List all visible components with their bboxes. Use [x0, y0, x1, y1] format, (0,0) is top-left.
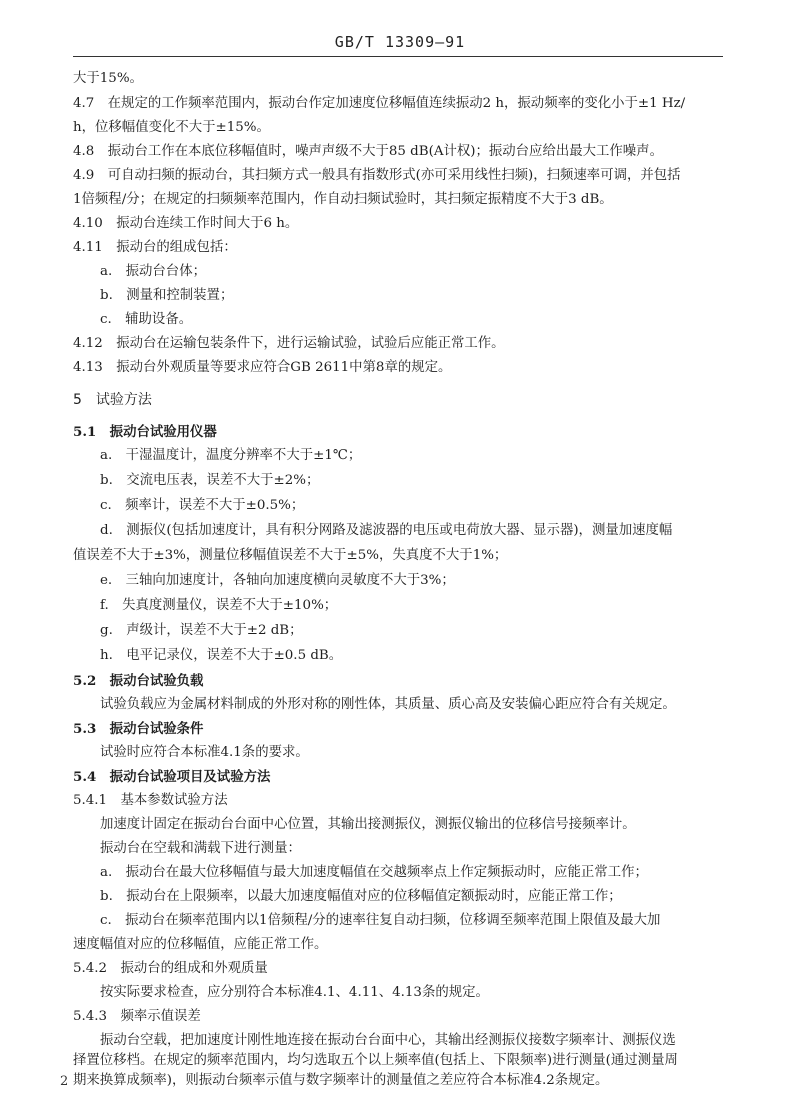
- text-line: h，位移幅值变化不大于±15%。: [73, 120, 270, 135]
- text-line: 速度幅值对应的位移幅值，应能正常工作。: [73, 937, 328, 952]
- clause-heading: 5.4.1 基本参数试验方法: [73, 793, 228, 808]
- text-line: 择置位移档。在规定的频率范围内，均匀选取五个以上频率值(包括上、下限频率)进行测量(通过测量周: [73, 1053, 678, 1068]
- text-line: 加速度计固定在振动台台面中心位置，其输出接测振仪，测振仪输出的位移信号接频率计。: [100, 817, 636, 832]
- clause-heading: 5.4.2 振动台的组成和外观质量: [73, 961, 268, 976]
- list-item: f. 失真度测量仪，误差不大于±10%；: [100, 598, 338, 613]
- text-line: 试验负载应为金属材料制成的外形对称的刚性体，其质量、质心高及安装偏心距应符合有关规定。: [100, 697, 676, 712]
- clause-4-8: 4.8 振动台工作在本底位移幅值时，噪声声级不大于85 dB(A计权)；振动台应给出最大工作噪声。: [73, 144, 663, 159]
- text-line: 大于15%。: [73, 71, 143, 86]
- clause-4-12: 4.12 振动台在运输包装条件下，进行运输试验，试验后应能正常工作。: [73, 336, 505, 351]
- section-heading-5: 5 试验方法: [73, 392, 152, 408]
- subsection-heading: 5.3 振动台试验条件: [73, 721, 204, 737]
- list-item: b. 交流电压表，误差不大于±2%；: [100, 473, 320, 488]
- list-item: a. 振动台台体；: [100, 264, 206, 279]
- list-item: b. 测量和控制装置；: [100, 288, 234, 303]
- subsection-heading: 5.2 振动台试验负载: [73, 673, 204, 689]
- clause-heading: 5.4.3 频率示值误差: [73, 1009, 201, 1024]
- list-item: c. 频率计，误差不大于±0.5%；: [100, 498, 305, 513]
- list-item: b. 振动台在上限频率，以最大加速度幅值对应的位移幅值定额振动时，应能正常工作；: [100, 889, 622, 904]
- text-line: 振动台在空载和满载下进行测量：: [100, 841, 301, 856]
- clause-4-9: 4.9 可自动扫频的振动台，其扫频方式一般具有指数形式(亦可采用线性扫频)，扫频速率可调，并包括: [73, 168, 681, 183]
- subsection-heading: 5.4 振动台试验项目及试验方法: [73, 769, 271, 785]
- clause-4-7: 4.7 在规定的工作频率范围内，振动台作定加速度位移幅值连续振动2 h，振动频率的变化小于±1 Hz/: [73, 96, 686, 111]
- clause-4-11: 4.11 振动台的组成包括：: [73, 240, 237, 255]
- page-number: 2: [60, 1074, 69, 1089]
- text-line: 期来换算成频率)，则振动台频率示值与数字频率计的测量值之差应符合本标准4.2条规定。: [73, 1073, 609, 1088]
- text-line: 按实际要求检查，应分别符合本标准4.1、4.11、4.13条的规定。: [100, 985, 489, 1000]
- header-rule: [73, 56, 723, 57]
- list-item: a. 干湿温度计，温度分辨率不大于±1℃；: [100, 448, 362, 463]
- text-line: 值误差不大于±3%，测量位移幅值误差不大于±5%，失真度不大于1%；: [73, 548, 508, 563]
- text-line: 1倍频程/分；在规定的扫频频率范围内，作自动扫频试验时，其扫频定振精度不大于3 dB。: [73, 192, 613, 207]
- clause-4-10: 4.10 振动台连续工作时间大于6 h。: [73, 216, 299, 231]
- clause-4-13: 4.13 振动台外观质量等要求应符合GB 2611中第8章的规定。: [73, 360, 452, 375]
- list-item: h. 电平记录仪，误差不大于±0.5 dB。: [100, 648, 343, 663]
- list-item: g. 声级计，误差不大于±2 dB；: [100, 623, 303, 638]
- text-line: 试验时应符合本标准4.1条的要求。: [100, 745, 309, 760]
- subsection-heading: 5.1 振动台试验用仪器: [73, 424, 217, 440]
- text-line: 振动台空载，把加速度计刚性地连接在振动台台面中心，其输出经测振仪接数字频率计、测振仪选: [100, 1033, 676, 1048]
- list-item: d. 测振仪(包括加速度计，具有积分网路及滤波器的电压或电荷放大器、显示器)，测量加速度幅: [100, 523, 673, 538]
- list-item: c. 振动台在频率范围内以1倍频程/分的速率往复自动扫频，位移调至频率范围上限值及最大加: [100, 913, 661, 928]
- list-item: c. 辅助设备。: [100, 312, 193, 327]
- list-item: e. 三轴向加速度计，各轴向加速度横向灵敏度不大于3%；: [100, 573, 455, 588]
- list-item: a. 振动台在最大位移幅值与最大加速度幅值在交越频率点上作定频振动时，应能正常工作；: [100, 865, 648, 880]
- standard-code-header: GB/T 13309—91: [334, 33, 466, 51]
